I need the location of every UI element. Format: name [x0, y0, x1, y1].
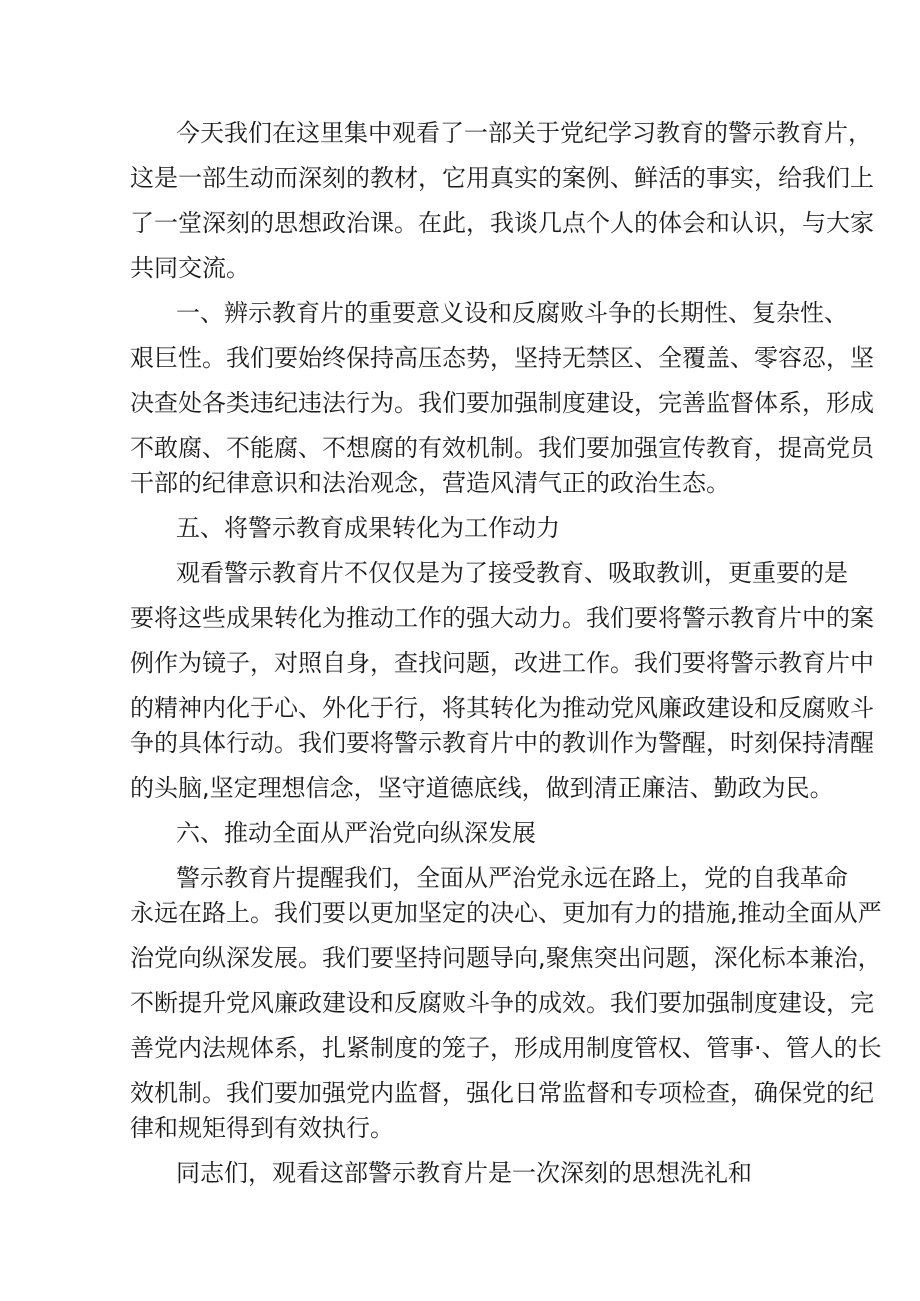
- paragraph-4-line-5: 善党内法规体系，扎紧制度的笼子，形成用制度管权、管事·、管人的长: [130, 1034, 882, 1062]
- paragraph-3-line-4: 的精神内化于心、外化于行，将其转化为推动党风廉政建设和反腐败斗: [130, 694, 874, 722]
- paragraph-4-line-6: 效机制。我们要加强党内监督，强化日常监督和专项检查，确保党的纪: [130, 1079, 874, 1107]
- paragraph-3-line-1: 观看警示教育片不仅仅是为了接受教育、吸取教训，更重要的是: [176, 559, 848, 587]
- paragraph-1-line-3: 了一堂深刻的思想政治课。在此，我谈几点个人的体会和认识，与大家: [130, 209, 874, 237]
- paragraph-2-line-1: 一、辨示教育片的重要意义设和反腐败斗争的长期性、复杂性、: [176, 299, 848, 327]
- paragraph-3-line-5: 争的具体行动。我们要将警示教育片中的教训作为警醒，时刻保持清醒: [130, 729, 874, 757]
- section-heading-five: 五、将警示教育成果转化为工作动力: [176, 514, 560, 542]
- paragraph-3-line-2: 要将这些成果转化为推动工作的强大动力。我们要将警示教育片中的案: [130, 604, 874, 632]
- paragraph-1-line-1: 今天我们在这里集中观看了一部关于党纪学习教育的警示教育片，: [176, 119, 872, 147]
- paragraph-5-line-1: 同志们，观看这部警示教育片是一次深刻的思想洗礼和: [176, 1159, 752, 1187]
- paragraph-4-line-1: 警示教育片提醒我们，全面从严治党永远在路上，党的自我革命: [176, 864, 848, 892]
- paragraph-4-line-4: 不断提升党风廉政建设和反腐败斗争的成效。我们要加强制度建设，完: [130, 989, 874, 1017]
- paragraph-2-line-4: 不敢腐、不能腐、不想腐的有效机制。我们要加强宣传教育，提高党员: [130, 434, 874, 462]
- section-heading-six: 六、推动全面从严治党向纵深发展: [176, 819, 536, 847]
- paragraph-4-line-2: 永远在路上。我们要以更加坚定的决心、更加有力的措施,推动全面从严: [130, 899, 882, 927]
- paragraph-2-line-5: 干部的纪律意识和法治观念，营造风清气正的政治生态。: [130, 469, 730, 497]
- paragraph-2-line-2: 艰巨性。我们要始终保持高压态势，坚持无禁区、全覆盖、零容忍，坚: [130, 344, 874, 372]
- paragraph-4-line-7: 律和规矩得到有效执行。: [130, 1114, 394, 1142]
- paragraph-3-line-6: 的头脑,坚定理想信念，坚守道德底线，做到清正廉洁、勤政为民。: [130, 774, 834, 802]
- paragraph-4-line-3: 治党向纵深发展。我们要坚持问题导向,聚焦突出问题，深化标本兼治，: [130, 944, 882, 972]
- paragraph-2-line-3: 决查处各类违纪违法行为。我们要加强制度建设，完善监督体系，形成: [130, 389, 874, 417]
- paragraph-1-line-2: 这是一部生动而深刻的教材，它用真实的案例、鲜活的事实，给我们上: [130, 164, 874, 192]
- paragraph-3-line-3: 例作为镜子，对照自身，查找问题，改进工作。我们要将警示教育片中: [130, 649, 874, 677]
- paragraph-1-line-4: 共同交流。: [130, 254, 250, 282]
